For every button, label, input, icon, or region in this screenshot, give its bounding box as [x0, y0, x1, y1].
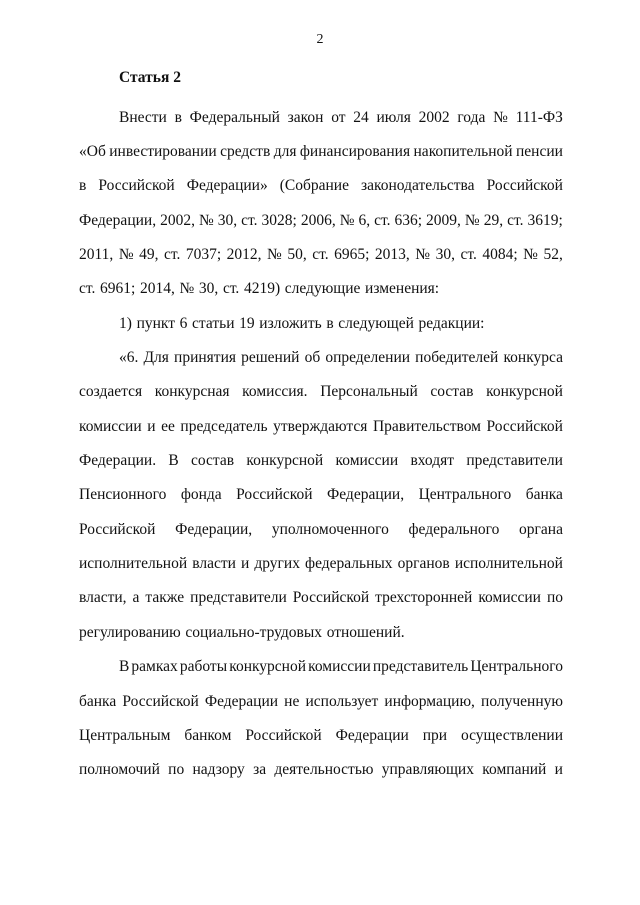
text-line: исполнительной власти и других федеральных органов исполнительной [79, 555, 563, 572]
text-line: регулированию социально-трудовых отношений. [79, 624, 405, 641]
text-line: 2011, № 49, ст. 7037; 2012, № 50, ст. 6965; 2013, № 30, ст. 4084; № 52, [79, 246, 563, 263]
text-line: Пенсионного фонда Российской Федерации, Центрального банка [79, 486, 563, 503]
text-line: «Об инвестировании средств для финансирования накопительной пенсии [79, 143, 563, 160]
page-number: 2 [316, 32, 324, 47]
text-line: полномочий по надзору за деятельностью управляющих компаний и [79, 761, 563, 778]
text-line: власти, а также представители Российской трехсторонней комиссии по [79, 589, 563, 606]
text-line: «6. Для принятия решений об определении победителей конкурса [119, 349, 563, 366]
text-line: ст. 6961; 2014, № 30, ст. 4219) следующие изменения: [79, 280, 440, 297]
text-line: Внести в Федеральный закон от 24 июля 2002 года № 111-ФЗ [119, 109, 563, 126]
text-line: Российской Федерации, уполномоченного федерального органа [79, 521, 563, 538]
text-line: в Российской Федерации» (Собрание законодательства Российской [79, 177, 563, 194]
text-line: В рамках работы конкурсной комиссии представитель Центрального [119, 658, 563, 675]
text-line: банка Российской Федерации не использует информацию, полученную [79, 693, 563, 710]
text-line: Центральным банком Российской Федерации при осуществлении [79, 727, 563, 744]
article-heading: Статья 2 [119, 69, 181, 86]
text-line: Федерации, 2002, № 30, ст. 3028; 2006, № 6, ст. 636; 2009, № 29, ст. 3619; [79, 212, 563, 229]
text-line: Федерации. В состав конкурсной комиссии входят представители [79, 452, 563, 469]
text-line: комиссии и ее председатель утверждаются Правительством Российской [79, 418, 563, 435]
text-line: создается конкурсная комиссия. Персональный состав конкурсной [79, 383, 563, 400]
text-line: 1) пункт 6 статьи 19 изложить в следующей редакции: [119, 315, 485, 332]
